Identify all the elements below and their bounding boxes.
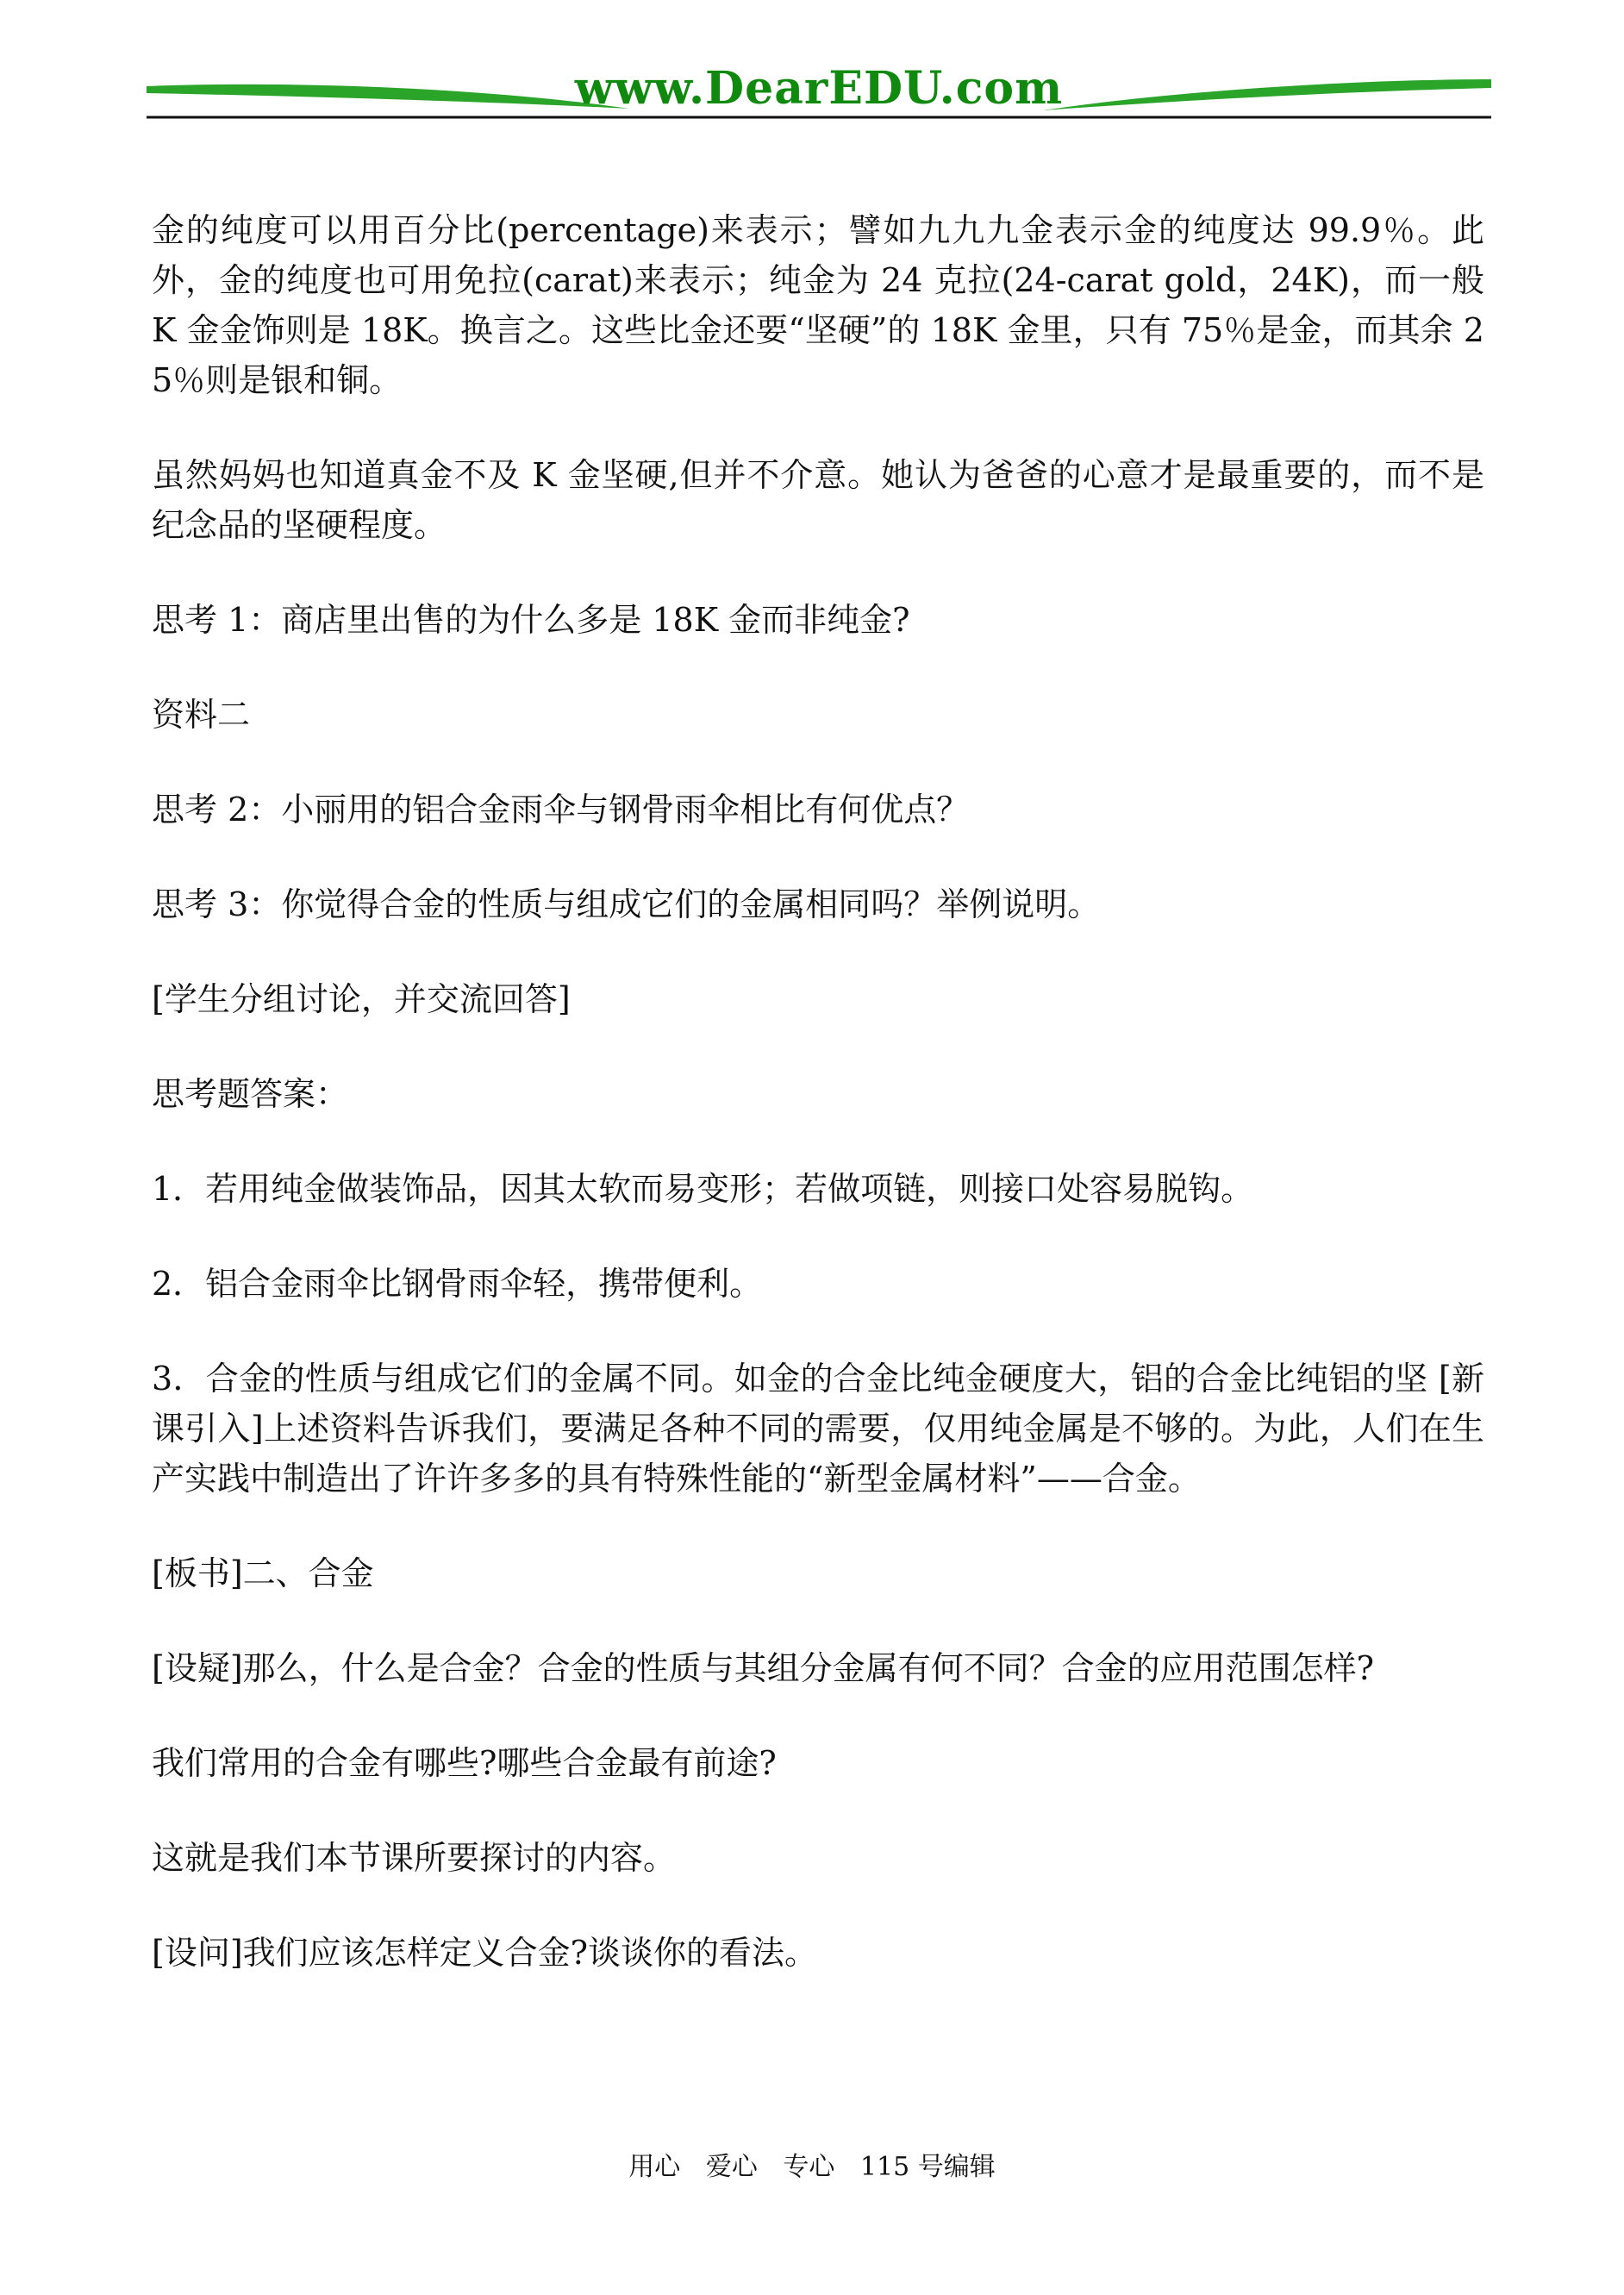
footer-text-4: 115 号编辑 <box>859 2152 996 2182</box>
footer-text-2: 爱心 <box>705 2152 758 2182</box>
paragraph-answer-3: 3．合金的性质与组成它们的金属不同。如金的合金比纯金硬度大，铝的合金比纯铝的坚 [新课引入]上述资料告诉我们，要满足各种不同的需要，仅用纯金属是不够的。为此，人们在生产实践中制造出了许许多多的具有特殊性能的“新型金属材料”——合金。 <box>152 1360 1484 1498</box>
paragraph-answer-2: 2．铝合金雨伞比钢骨雨伞轻，携带便利。 <box>152 1265 763 1303</box>
paragraph-define-alloy: [设问]我们应该怎样定义合金?谈谈你的看法。 <box>152 1934 818 1972</box>
site-logo[interactable]: www.DearEDU.com <box>574 62 1064 115</box>
paragraph-question-2: 思考 2：小丽用的铝合金雨伞与钢骨雨伞相比有何优点？ <box>152 791 970 829</box>
site-header <box>147 60 1491 129</box>
page-footer <box>0 2145 1624 2183</box>
paragraph-gold-purity: 金的纯度可以用百分比(percentage)来表示；譬如九九九金表示金的纯度达 99.9％。此外，金的纯度也可用免拉(carat)来表示；纯金为 24 克拉(24-carat gold，24K)，而一般 K 金金饰则是 18K。换言之。这些比金还要“坚硬”的 18K 金里，只有 75％是金，而其余 25％则是银和铜。 <box>152 211 1484 399</box>
paragraph-common-alloys: 我们常用的合金有哪些?哪些合金最有前途? <box>152 1744 777 1782</box>
paragraph-mother-opinion: 虽然妈妈也知道真金不及 K 金坚硬,但并不介意。她认为爸爸的心意才是最重要的，而不是纪念品的坚硬程度。 <box>152 456 1484 544</box>
paragraph-board-heading: [板书]二、合金 <box>152 1554 374 1592</box>
footer-text-3: 专心 <box>783 2152 835 2182</box>
paragraph-doubt: [设疑]那么，什么是合金？合金的性质与其组分金属有何不同？合金的应用范围怎样? <box>152 1649 1375 1687</box>
paragraph-question-1: 思考 1：商店里出售的为什么多是 18K 金而非纯金? <box>152 601 910 639</box>
paragraph-material-2: 资料二 <box>152 696 251 734</box>
document-body <box>152 205 1484 2023</box>
footer-text-1: 用心 <box>628 2152 681 2182</box>
paragraph-lesson-content: 这就是我们本节课所要探讨的内容。 <box>152 1839 677 1877</box>
paragraph-group-discussion: [学生分组讨论，并交流回答] <box>152 980 571 1018</box>
paragraph-answer-1: 1．若用纯金做装饰品，因其太软而易变形；若做项链，则接口处容易脱钩。 <box>152 1170 1254 1208</box>
paragraph-question-3: 思考 3：你觉得合金的性质与组成它们的金属相同吗？举例说明。 <box>152 885 1101 923</box>
paragraph-answers-heading: 思考题答案： <box>152 1075 349 1113</box>
